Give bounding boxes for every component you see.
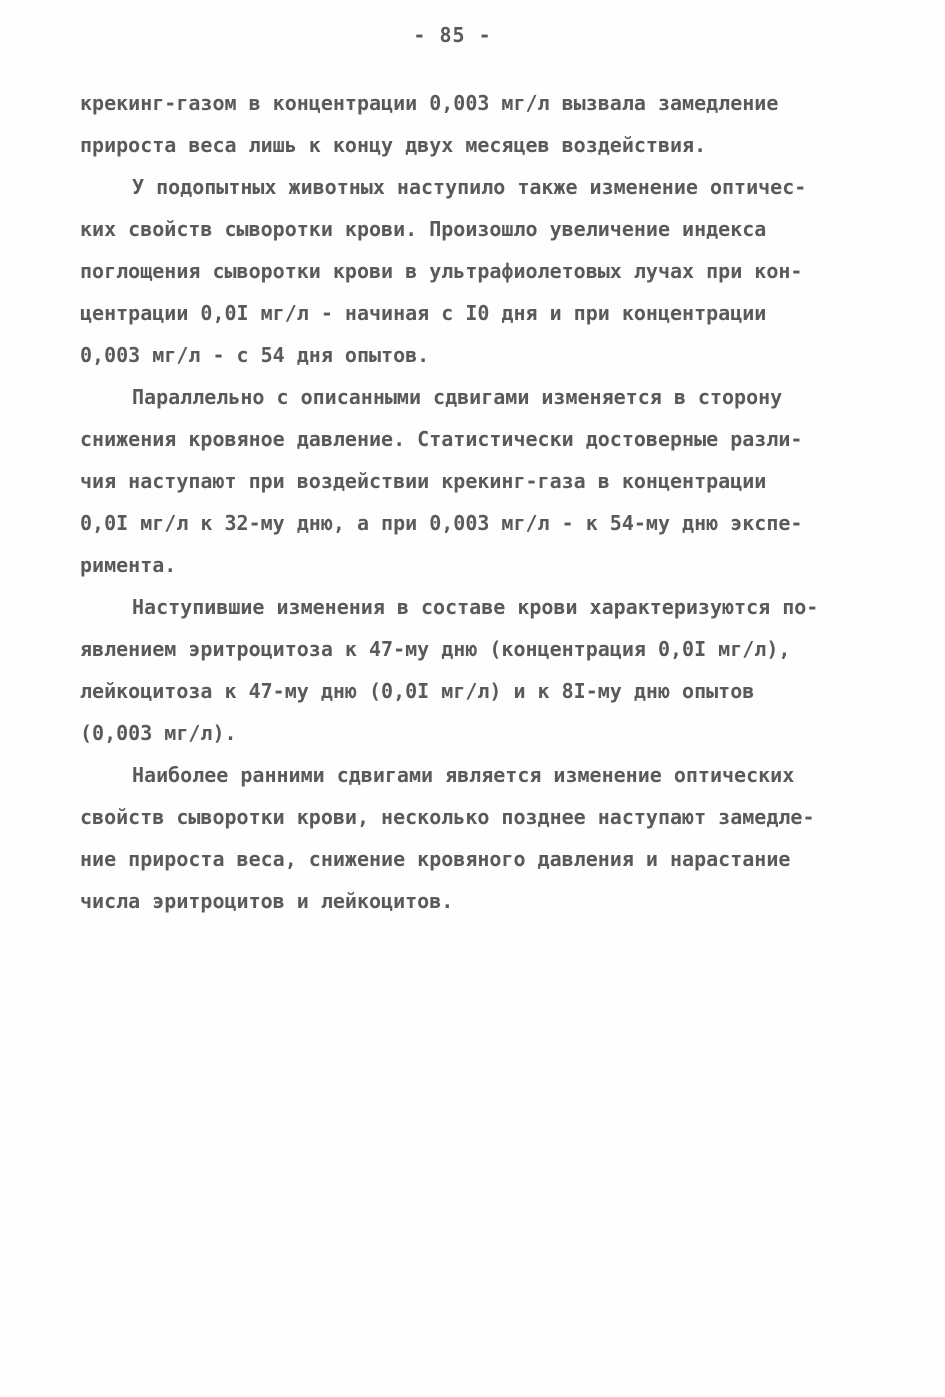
- text-line: Параллельно с описанными сдвигами изменяется в сторону: [132, 385, 783, 409]
- text-line: явлением эритроцитоза к 47-му дню (концентрация 0,0I мг/л),: [80, 637, 791, 661]
- text-line: У подопытных животных наступило также изменение оптичес-: [132, 175, 807, 199]
- text-line: числа эритроцитов и лейкоцитов.: [80, 889, 454, 913]
- text-line: чия наступают при воздействии крекинг-газа в концентрации: [80, 469, 767, 493]
- page-number: - 85 -: [413, 23, 492, 47]
- text-line: центрации 0,0I мг/л - начиная с I0 дня и при концентрации: [80, 301, 767, 325]
- text-line: 0,003 мг/л - с 54 дня опытов.: [80, 343, 430, 367]
- text-line: Наступившие изменения в составе крови характеризуются по-: [132, 595, 819, 619]
- text-line: ние прироста веса, снижение кровяного давления и нарастание: [80, 847, 791, 871]
- text-line: прироста веса лишь к концу двух месяцев воздействия.: [80, 133, 707, 157]
- document-body: [80, 82, 870, 922]
- text-line: снижения кровяное давление. Статистически достоверные разли-: [80, 427, 803, 451]
- text-line: поглощения сыворотки крови в ультрафиолетовых лучах при кон-: [80, 259, 803, 283]
- text-line: Наиболее ранними сдвигами является изменение оптических: [132, 763, 795, 787]
- text-line: 0,0I мг/л к 32-му дню, а при 0,003 мг/л - к 54-му дню экспе-: [80, 511, 803, 535]
- text-line: ких свойств сыворотки крови. Произошло увеличение индекса: [80, 217, 767, 241]
- text-line: римента.: [80, 553, 177, 577]
- text-line: (0,003 мг/л).: [80, 721, 237, 745]
- text-line: крекинг-газом в концентрации 0,003 мг/л вызвала замедление: [80, 91, 779, 115]
- text-line: свойств сыворотки крови, несколько позднее наступают замедле-: [80, 805, 815, 829]
- text-line: лейкоцитоза к 47-му дню (0,0I мг/л) и к 8I-му дню опытов: [80, 679, 755, 703]
